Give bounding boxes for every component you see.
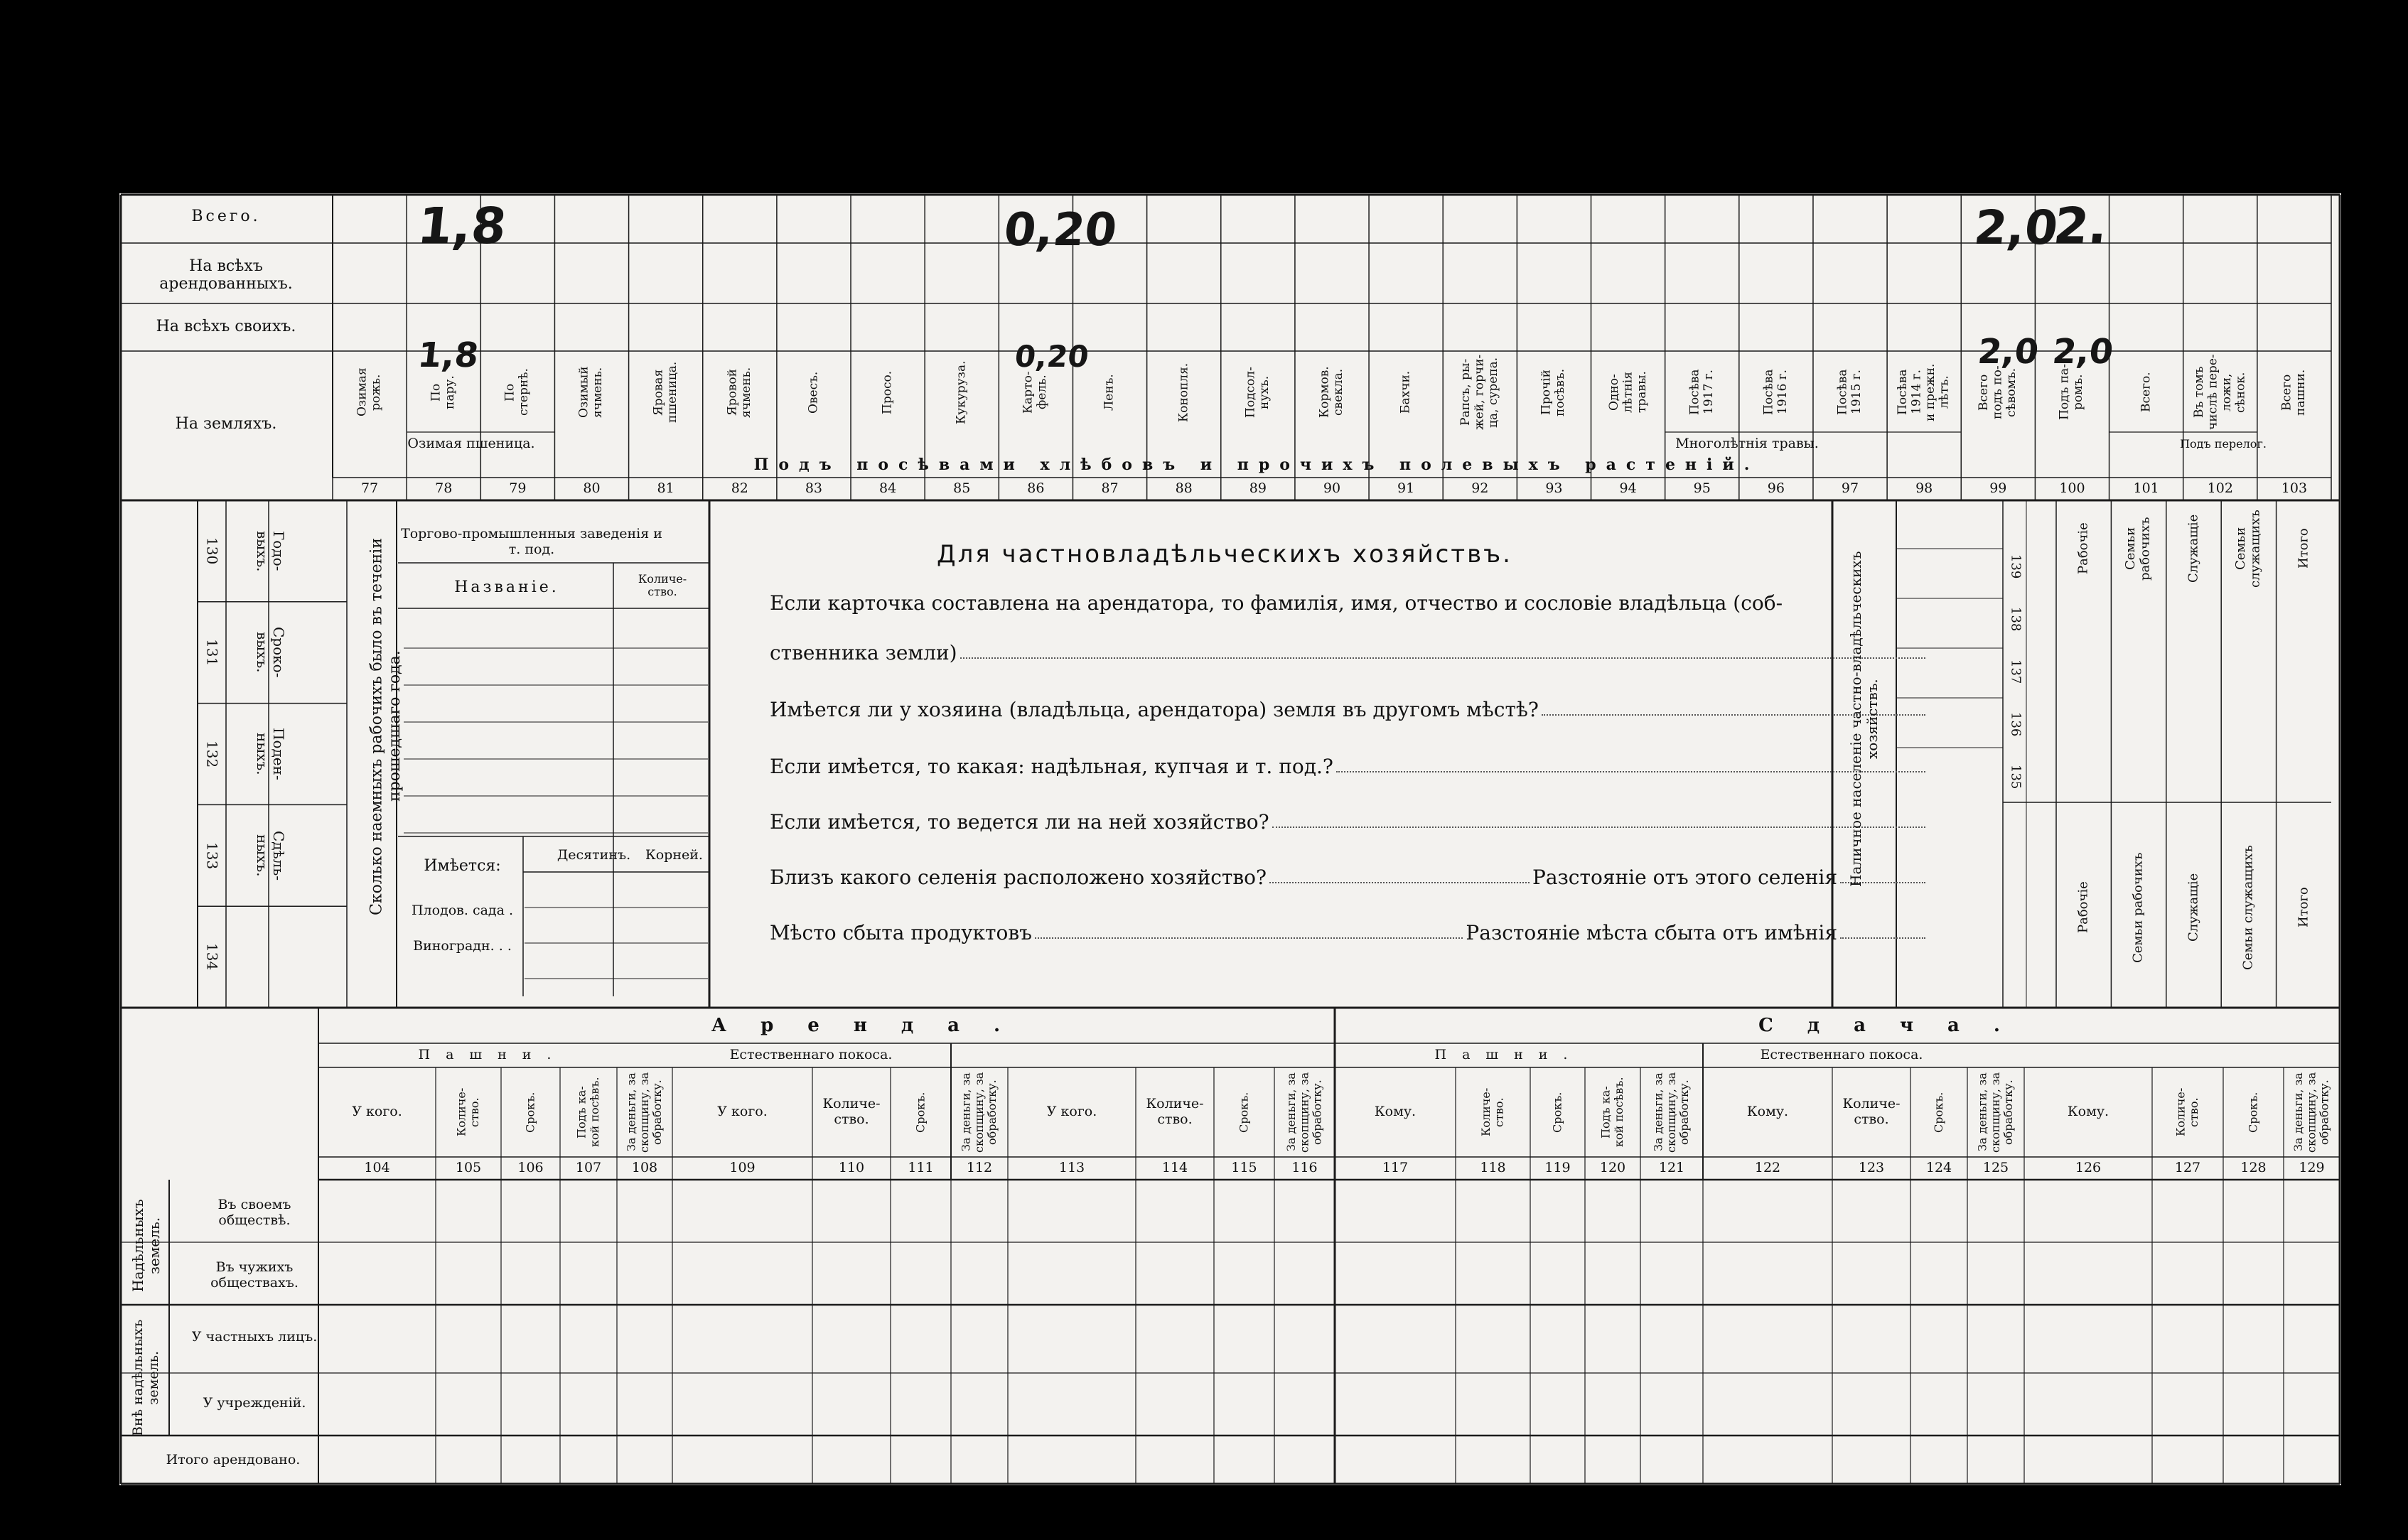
arenda-header-kolich: Количе- ство. <box>1842 1096 1901 1127</box>
arenda-header-srok: Срокъ. <box>1550 1092 1564 1133</box>
crop-header-96: Посѣва 1916 г. <box>1761 369 1790 416</box>
crop-col-number: 90 <box>1323 480 1341 497</box>
crop-col-number: 95 <box>1693 480 1711 497</box>
population-right-col: Итого <box>2295 528 2311 569</box>
trade-qty-header: Количе- ство. <box>638 571 687 598</box>
arenda-col-number: 104 <box>364 1160 390 1176</box>
crop-col-number: 98 <box>1915 480 1933 497</box>
private-title: Для частновладѣльческихъ хозяйствъ. <box>937 540 1512 569</box>
arenda-header-za_dengi: За деньги, за скопщину, за обработку. <box>2291 1072 2331 1153</box>
question-1: Если карточка составлена на арендатора, то фамилiя, имя, отчество и сословiе владѣльца (соб- <box>770 591 1783 615</box>
group-ozimaya-pshenitsa: Озимая пшеница. <box>407 436 535 452</box>
crop-col-number: 85 <box>953 480 971 497</box>
crop-header-99: Всего подъ по- сѣвомъ. <box>1977 365 2019 419</box>
arenda-col-number: 112 <box>966 1160 993 1176</box>
arenda-col-number: 124 <box>1925 1160 1952 1176</box>
crop-col-number: 88 <box>1175 480 1193 497</box>
bottom-chastn: У частныхъ лицъ. <box>191 1329 318 1345</box>
row-label-vsego: Всего. <box>191 208 261 226</box>
hired-col-number: 130 <box>203 537 221 565</box>
population-right-col: Семьи служащихъ <box>2240 845 2256 970</box>
arenda-col-number: 109 <box>729 1160 756 1176</box>
crop-header-100: Подъ па- ромъ. <box>2057 364 2086 421</box>
arenda-header-pod_posev: Подъ ка- кой посѣвъ. <box>574 1077 601 1148</box>
garden-has: Имѣется: <box>424 857 501 876</box>
crop-header-77: Озимая рожь. <box>355 367 384 417</box>
trade-name-header: Названiе. <box>454 578 559 597</box>
crop-col-number: 80 <box>583 480 601 497</box>
crop-header-86: Карто- фель. <box>1021 371 1050 414</box>
arenda-col-number: 119 <box>1544 1160 1571 1176</box>
garden-sad: Плодов. сада . <box>411 903 514 919</box>
arenda-header-pod_posev: Подъ ка- кой посѣвъ. <box>1598 1077 1625 1148</box>
population-col-number: 137 <box>2008 659 2023 684</box>
arenda-col-number: 126 <box>2075 1160 2102 1176</box>
arenda-col-number: 114 <box>1161 1160 1188 1176</box>
crop-header-91: Бахчи. <box>1398 370 1413 414</box>
garden-desyatin: Десятинъ. <box>557 847 631 863</box>
hired-col-number: 132 <box>203 740 221 768</box>
arenda-header-srok: Срокъ. <box>2246 1092 2260 1133</box>
population-right-col: Семьи служащихъ <box>2233 510 2263 588</box>
arenda-col-number: 115 <box>1231 1160 1257 1176</box>
arenda-group-pashni: Пашни. <box>418 1047 567 1063</box>
crop-header-94: Одно- лѣтнiя травы. <box>1606 371 1649 414</box>
arenda-header-za_dengi: За деньги, за скопщину, за обработку. <box>1284 1072 1324 1153</box>
hw-vsego-86: 0,20 <box>1001 204 1119 257</box>
arenda-group-pokos: Естественнаго покоса. <box>1760 1047 1923 1063</box>
crop-col-number: 91 <box>1397 480 1415 497</box>
group-perelog: Подъ перелог. <box>2180 436 2267 451</box>
crop-col-number: 103 <box>2281 480 2308 497</box>
arenda-group-pokos: Естественнаго покоса. <box>729 1047 893 1063</box>
crop-header-83: Овесъ. <box>806 371 821 414</box>
population-caption: Наличное населенiе частно-владѣльческихъ хозяйствъ. <box>1847 551 1881 888</box>
crop-col-number: 86 <box>1027 480 1045 497</box>
arenda-header-za_dengi: За деньги, за скопщину, за обработку. <box>1651 1072 1692 1153</box>
crop-header-87: Ленъ. <box>1102 374 1117 411</box>
crop-col-number: 89 <box>1249 480 1267 497</box>
arenda-header-u_kogo: У кого. <box>1046 1104 1097 1120</box>
crop-header-97: Посѣва 1915 г. <box>1835 369 1864 416</box>
crop-col-number: 84 <box>879 480 897 497</box>
arenda-header-komu: Кому. <box>1746 1104 1789 1120</box>
crop-header-82: Яровой ячмень. <box>725 367 753 418</box>
crop-col-number: 102 <box>2207 480 2233 497</box>
hw-vsego-100: 2. <box>2050 197 2111 255</box>
population-right-col: Итого <box>2295 887 2311 928</box>
crop-header-84: Просо. <box>880 370 895 414</box>
arenda-col-number: 129 <box>2299 1160 2325 1176</box>
garden-korney: Корней. <box>645 847 703 863</box>
census-card <box>119 193 2341 1485</box>
arenda-col-number: 113 <box>1058 1160 1085 1176</box>
bottom-itogo: Итого арендовано. <box>166 1452 301 1468</box>
arenda-header-komu: Кому. <box>2067 1104 2109 1120</box>
arenda-col-number: 116 <box>1291 1160 1318 1176</box>
garden-vinograd: Виноградн. . . <box>413 938 512 954</box>
population-right-col: Семьи рабочихъ <box>2123 517 2154 581</box>
crop-col-number: 93 <box>1545 480 1563 497</box>
hired-col-label: Поден- ныхъ. <box>254 728 287 780</box>
arenda-col-number: 105 <box>455 1160 482 1176</box>
population-col-number: 139 <box>2008 554 2023 579</box>
crop-col-number: 99 <box>1989 480 2007 497</box>
arenda-header-srok: Срокъ. <box>523 1092 537 1133</box>
question-2: Имѣется ли у хозяина (владѣльца, арендатора) земля въ другомъ мѣстѣ? <box>770 698 1928 721</box>
arenda-group-pashni: Пашни. <box>1434 1047 1584 1063</box>
crop-header-103: Всего пашни. <box>2279 369 2308 416</box>
question-5: Близъ какого селенiя расположено хозяйство? Разстоянiе отъ этого селенiя <box>770 866 1928 889</box>
row-label-arend: На всѣхъ арендованныхъ. <box>159 257 293 293</box>
crop-header-81: Яровая пшеница. <box>651 361 679 424</box>
arenda-col-number: 108 <box>631 1160 658 1176</box>
arenda-col-number: 125 <box>1982 1160 2009 1176</box>
crop-header-78: По пару. <box>429 375 458 409</box>
crop-col-number: 94 <box>1619 480 1637 497</box>
hired-col-number: 134 <box>203 943 221 971</box>
crop-header-92: Рапсъ, ры- жей, горчи- ца, сурепа. <box>1458 354 1501 431</box>
bottom-nadel: Надѣльныхъ земель. <box>129 1199 163 1293</box>
crop-header-89: Подсол- нухъ. <box>1243 367 1272 418</box>
crop-header-101: Всего. <box>2138 372 2153 413</box>
population-right-col: Семьи рабочихъ <box>2130 852 2146 963</box>
arenda-col-number: 107 <box>575 1160 602 1176</box>
arenda-col-number: 111 <box>908 1160 934 1176</box>
hw-svoih-100: 2,0 <box>2050 332 2115 372</box>
hired-col-number: 131 <box>203 639 221 667</box>
hw-vsego-99: 2,0 <box>1971 200 2060 255</box>
trade-title: Торгово-промышленныя заведенiя и т. под. <box>401 526 662 557</box>
crop-col-number: 81 <box>657 480 674 497</box>
arenda-header-za_dengi: За деньги, за скопщину, за обработку. <box>959 1072 999 1153</box>
bottom-chuzh: Въ чужихъ обществахъ. <box>210 1259 299 1291</box>
bottom-svoem: Въ своемъ обществѣ. <box>217 1197 291 1228</box>
arenda-banner: Аренда. <box>711 1015 1035 1037</box>
question-4: Если имѣется, то ведется ли на ней хозяйство? <box>770 810 1928 834</box>
arenda-col-number: 106 <box>517 1160 544 1176</box>
population-col-number: 135 <box>2008 764 2023 790</box>
hw-svoih-78: 1,8 <box>416 335 480 375</box>
hired-col-label: Сдѣль- ныхъ. <box>254 830 287 881</box>
hw-vsego-78: 1,8 <box>414 197 510 255</box>
crop-col-number: 87 <box>1101 480 1119 497</box>
arenda-header-za_dengi: За деньги, за скопщину, за обработку. <box>624 1072 665 1153</box>
crop-header-98: Посѣва 1914 г. и прежн. лѣтъ. <box>1896 363 1952 421</box>
crop-col-number: 97 <box>1841 480 1859 497</box>
arenda-col-number: 120 <box>1599 1160 1626 1176</box>
hired-col-label <box>227 906 313 1008</box>
crop-header-95: Посѣва 1917 г. <box>1687 369 1716 416</box>
hw-svoih-99: 2,0 <box>1976 332 2041 372</box>
arenda-col-number: 128 <box>2240 1160 2267 1176</box>
hired-col-number: 133 <box>203 841 221 869</box>
arenda-col-number: 117 <box>1382 1160 1409 1176</box>
hired-col-label: Годо- выхъ. <box>254 530 287 572</box>
crop-col-number: 82 <box>731 480 748 497</box>
crop-header-88: Конопля. <box>1176 362 1190 422</box>
question-1-cont: ственника земли) <box>770 641 1928 664</box>
crops-banner: Подъ посѣвами хлѣбовъ и прочихъ полевыхъ растенiй. <box>753 456 1760 475</box>
arenda-header-kolich: Количе- ство. <box>2173 1087 2200 1137</box>
hired-caption: Сколько наемныхъ рабочихъ было въ теченiи прошедшаго года. <box>367 537 404 915</box>
question-6: Мѣсто сбыта продуктовъ Разстоянiе мѣста сбыта отъ имѣнiя <box>770 921 1928 944</box>
group-mnogoletnie-travy: Многолѣтнiя травы. <box>1675 436 1819 452</box>
arenda-col-number: 123 <box>1858 1160 1885 1176</box>
arenda-header-komu: Кому. <box>1374 1104 1417 1120</box>
population-right-col: Служащiе <box>2186 514 2201 583</box>
row-label-zemlyah: На земляхъ. <box>175 415 277 434</box>
crop-header-102: Въ томъ числѣ пере- ложи, сѣнок. <box>2191 354 2248 431</box>
arenda-header-u_kogo: У кого. <box>352 1104 402 1120</box>
arenda-col-number: 118 <box>1480 1160 1506 1176</box>
hired-col-label: Сроко- выхъ. <box>254 627 287 678</box>
arenda-header-za_dengi: За деньги, за скопщину, за обработку. <box>1975 1072 2016 1153</box>
arenda-header-srok: Срокъ. <box>913 1092 928 1133</box>
arenda-col-number: 110 <box>838 1160 865 1176</box>
crop-header-93: Прочiй посѣвъ. <box>1539 368 1568 416</box>
crop-header-79: По стернѣ. <box>502 368 532 416</box>
crop-col-number: 96 <box>1767 480 1785 497</box>
crop-col-number: 100 <box>2059 480 2085 497</box>
crop-col-number: 83 <box>805 480 823 497</box>
bottom-vne: Внѣ надѣльныхъ земель. <box>130 1319 161 1437</box>
arenda-header-kolich: Количе- ство. <box>1479 1087 1506 1137</box>
hw-svoih-86: 0,20 <box>1013 339 1091 374</box>
question-3: Если имѣется, то какая: надѣльная, купчая и т. под.? <box>770 755 1928 778</box>
crop-col-number: 79 <box>509 480 527 497</box>
population-right-col: Рабочiе <box>2075 881 2091 934</box>
arenda-col-number: 121 <box>1658 1160 1685 1176</box>
population-right-col: Рабочiе <box>2075 522 2091 575</box>
arenda-col-number: 122 <box>1754 1160 1781 1176</box>
population-col-number: 138 <box>2008 606 2023 632</box>
crop-col-number: 78 <box>435 480 453 497</box>
sdacha-banner: Сдача. <box>1758 1015 2034 1037</box>
crop-header-85: Кукуруза. <box>954 360 969 424</box>
arenda-header-srok: Срокъ. <box>1931 1092 1945 1133</box>
crop-col-number: 92 <box>1471 480 1489 497</box>
arenda-header-kolich: Количе- ство. <box>454 1087 481 1137</box>
row-label-svoih: На всѣхъ своихъ. <box>156 317 296 335</box>
population-col-number: 136 <box>2008 711 2023 737</box>
arenda-header-srok: Срокъ. <box>1237 1092 1251 1133</box>
arenda-col-number: 127 <box>2174 1160 2201 1176</box>
arenda-header-u_kogo: У кого. <box>717 1104 768 1120</box>
bottom-uchr: У учрежденiй. <box>203 1395 306 1411</box>
crop-header-80: Озимый ячмень. <box>576 366 606 419</box>
crop-col-number: 77 <box>360 480 379 497</box>
population-right-col: Служащiе <box>2186 873 2201 942</box>
arenda-header-kolich: Количе- ство. <box>822 1096 881 1127</box>
arenda-header-kolich: Количе- ство. <box>1146 1096 1204 1127</box>
crop-col-number: 101 <box>2133 480 2159 497</box>
crop-header-90: Кормов. свекла. <box>1317 366 1345 419</box>
